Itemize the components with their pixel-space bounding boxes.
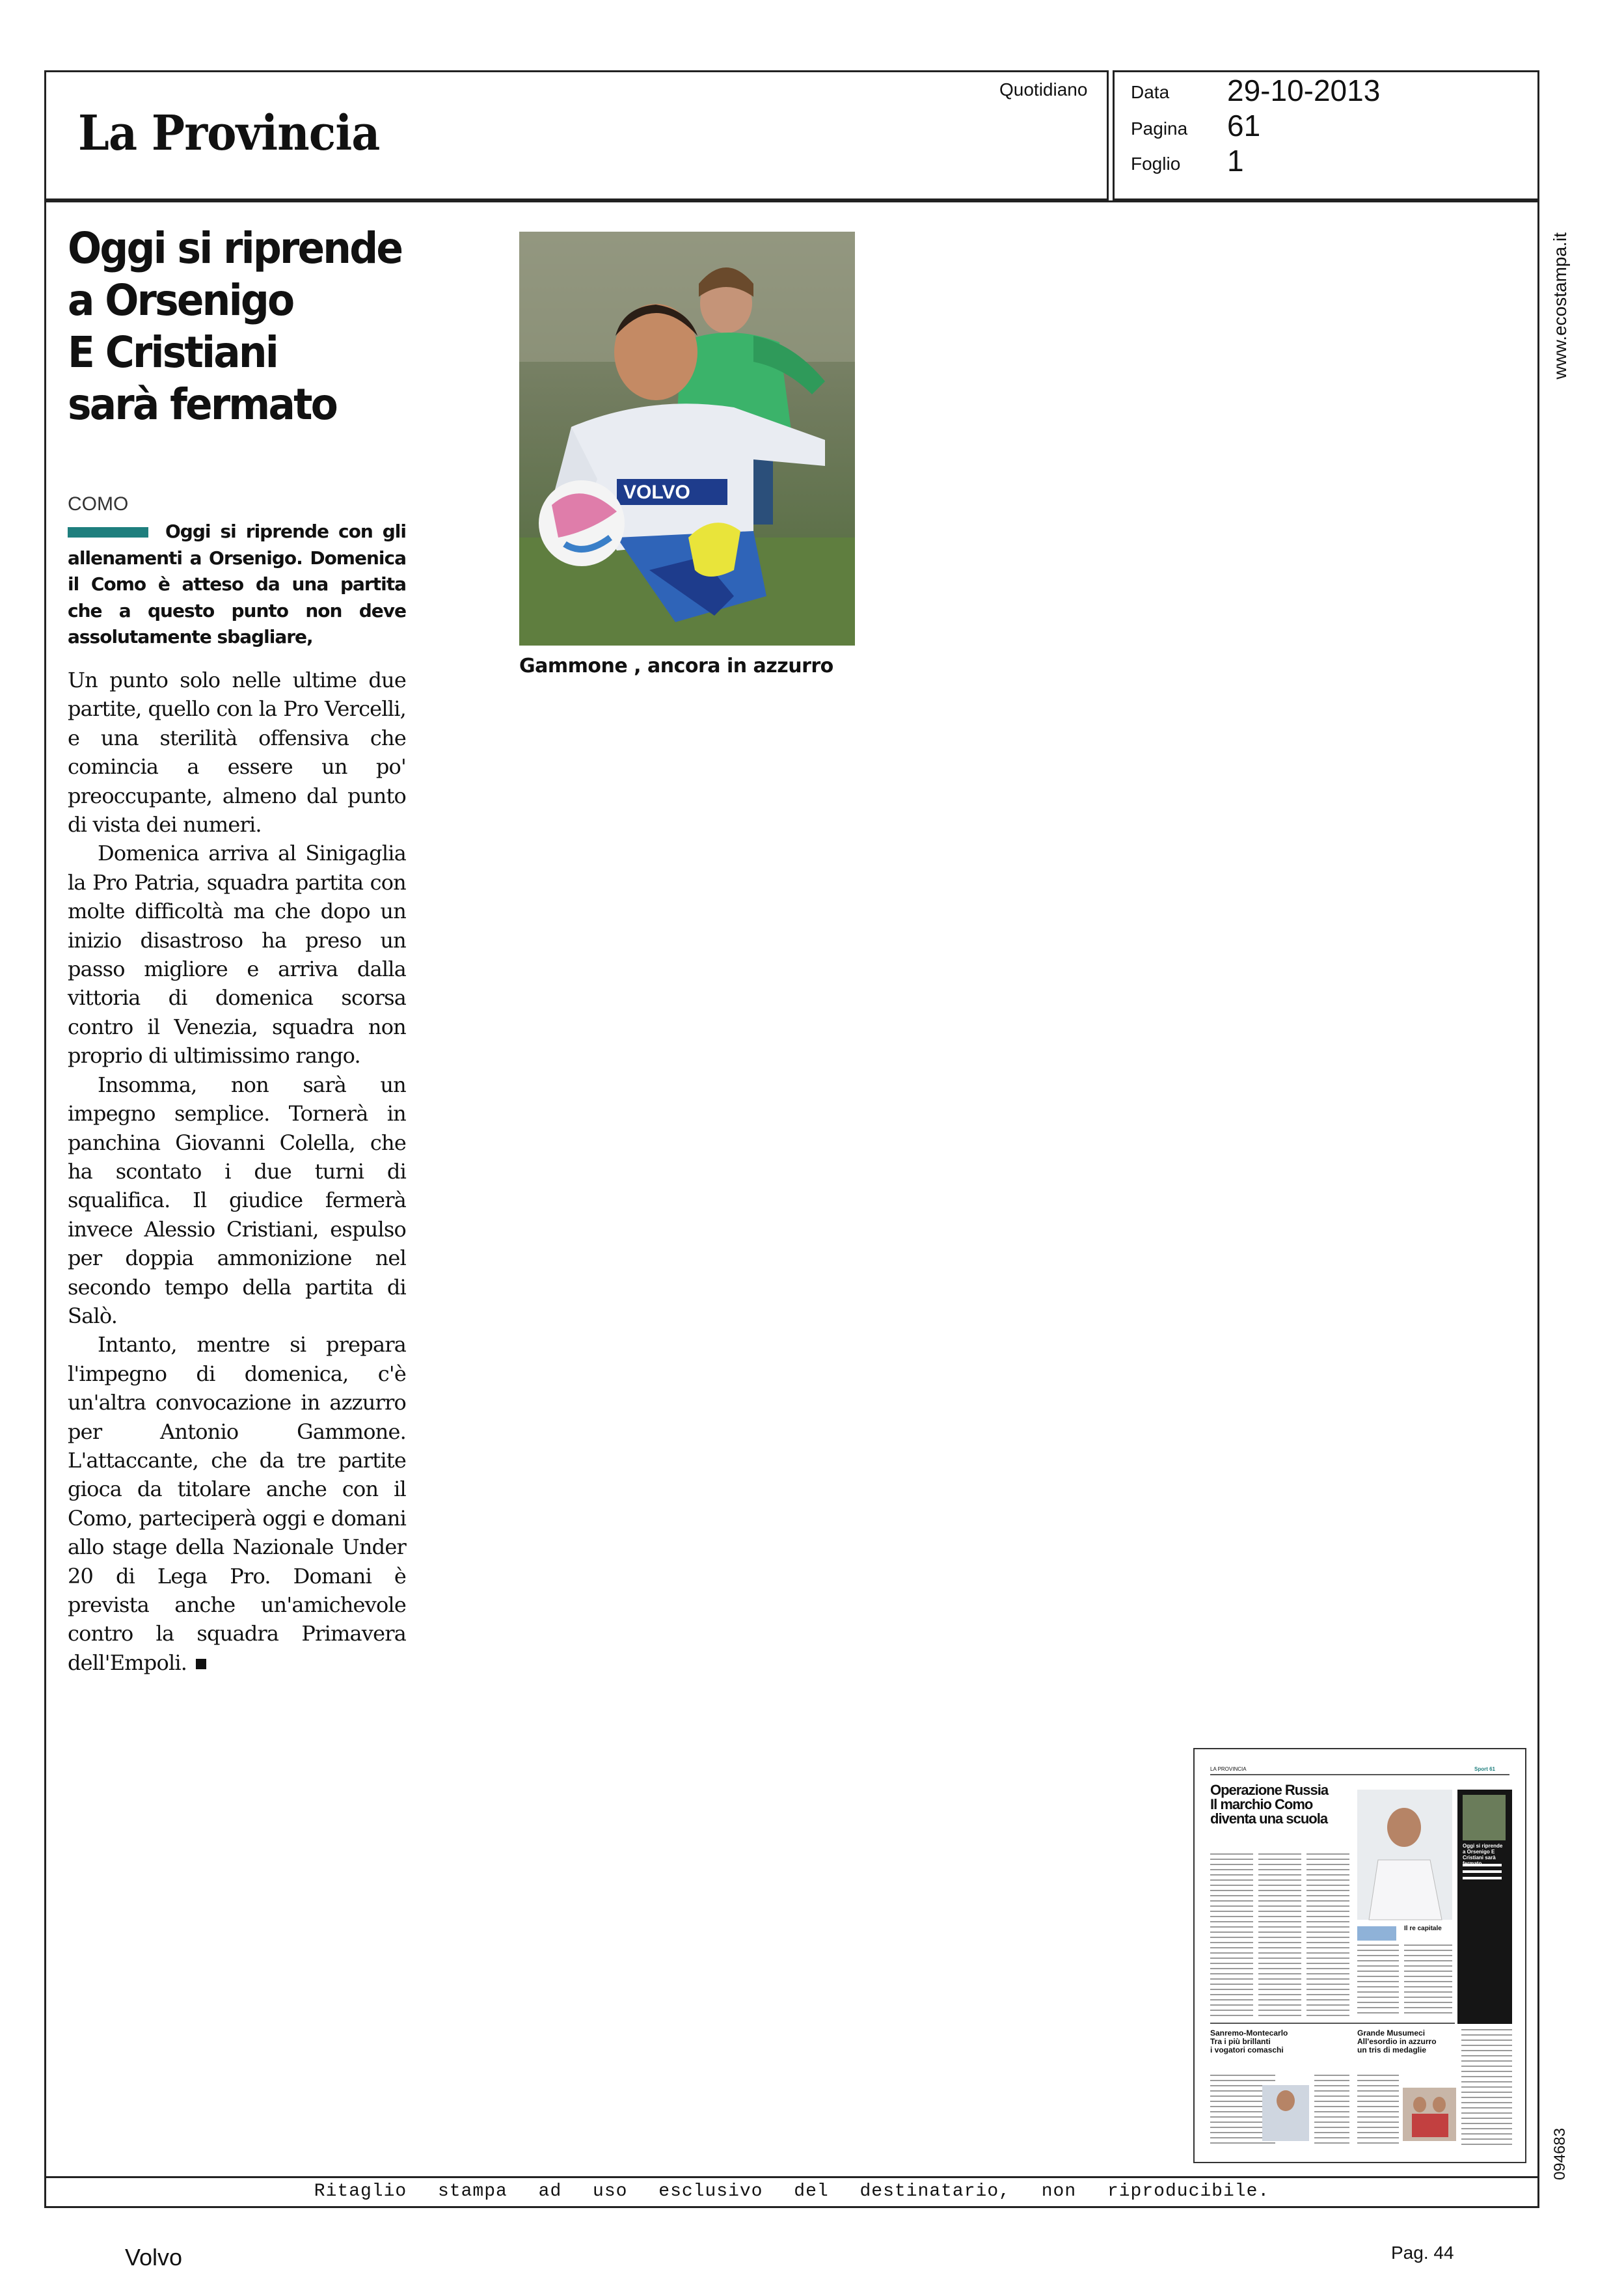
headline-line: a Orsenigo — [68, 275, 293, 325]
thumb-mid-title: Il re capitale — [1404, 1925, 1442, 1932]
thumb-bottom-right-line: Grande Musumeci — [1357, 2028, 1426, 2038]
body-paragraph-text: Intanto, mentre si prepara l'impegno di domenica, c'è un'altra convocazione in azzurro per Antonio Gammone. L'attaccante, che da tre partite gioca da titolare anche con il Como, parteciperà oggi e domani allo stage della Nazionale Under 20 di Lega Pro. Domani è prevista anche un'amichevole contro la squadra Primavera dell'Empoli. — [68, 1332, 406, 1675]
sheet-value: 1 — [1227, 144, 1244, 178]
page-label: Pagina — [1131, 118, 1188, 139]
publication-type: Quotidiano — [999, 79, 1088, 100]
thumb-header-left: LA PROVINCIA — [1210, 1766, 1247, 1772]
page-value: 61 — [1227, 109, 1261, 143]
thumb-bottom-left-line: Tra i più brillanti — [1210, 2037, 1271, 2046]
thumb-bottom-right-headline — [1357, 2029, 1437, 2054]
thumb-layout-illustration — [1195, 1749, 1525, 2162]
thumb-bottom-right-line: All'esordio in azzurro — [1357, 2037, 1437, 2046]
thumb-headline-line: Operazione Russia — [1210, 1782, 1329, 1798]
photo-caption: Gammone , ancora in azzurro — [519, 655, 833, 677]
article-lead: Oggi si riprende con gli allenamenti a Orsenigo. Domenica il Como è atteso da una partita che a questo punto non deve assolutamente sbagliare, — [68, 521, 406, 648]
thumb-bottom-right-line: un tris di medaglie — [1357, 2045, 1427, 2054]
article-body — [68, 666, 406, 1677]
body-paragraph — [68, 1330, 406, 1677]
headline-line: Oggi si riprende — [68, 223, 402, 273]
date-value: 29-10-2013 — [1227, 74, 1381, 107]
thumb-header-right: Sport 61 — [1474, 1766, 1496, 1772]
thumb-bottom-left-line: Sanremo-Montecarlo — [1210, 2028, 1288, 2038]
footer-page-number: Pag. 44 — [1391, 2243, 1454, 2263]
date-label: Data — [1131, 82, 1170, 102]
article-photo — [519, 232, 855, 646]
source-website — [1541, 221, 1580, 390]
thumb-headline-line: diventa una scuola — [1210, 1810, 1328, 1827]
source-website-text: www.ecostampa.it — [1550, 232, 1570, 379]
body-paragraph: Domenica arriva al Sinigaglia la Pro Patria, squadra partita con molte difficoltà ma che dopo un inizio disastroso ha preso un passo migliore e arriva dalla vittoria di domenica scorsa contro il Venezia, squadra non proprio di ultimissimo rango. — [68, 841, 406, 1069]
footer-client: Volvo — [125, 2244, 183, 2271]
reproduction-notice: Ritaglio stampa ad uso esclusivo del destinatario, non riproducibile. — [314, 2181, 1270, 2202]
headline-line: sarà fermato — [68, 379, 337, 430]
clipping-code — [1541, 2102, 1580, 2206]
thumb-headline-line: Il marchio Como — [1210, 1796, 1313, 1812]
page-thumbnail — [1193, 1748, 1526, 2163]
thumb-mini-article: Oggi si riprende a Orsenigo E Cristiani sarà fermato — [1463, 1843, 1503, 1866]
thumb-bottom-left-line: i vogatori comaschi — [1210, 2045, 1284, 2054]
body-paragraph: Un punto solo nelle ultime due partite, quello con la Pro Vercelli, e una sterilità offensiva che comincia a essere un po' preoccupante, almeno dal punto di vista dei numeri. — [68, 668, 406, 838]
svg-text:VOLVO: VOLVO — [623, 482, 690, 503]
thumb-bottom-left-headline — [1210, 2029, 1288, 2054]
end-mark-icon — [196, 1659, 206, 1669]
clipping-code-text: 094683 — [1551, 2127, 1569, 2181]
section-tag: COMO — [68, 493, 129, 515]
headline-line: E Cristiani — [68, 327, 278, 377]
newspaper-logo: La Provincia — [78, 105, 380, 161]
sheet-label: Foglio — [1131, 154, 1181, 174]
body-paragraph: Insomma, non sarà un impegno semplice. Tornerà in panchina Giovanni Colella, che ha scontato i due turni di squalifica. Il giudice fermerà invece Alessio Cristiani, espulso per doppia ammonizione nel secondo tempo della partita di Salò. — [68, 1072, 406, 1328]
article-headline — [68, 223, 407, 431]
notice-rule — [44, 2176, 1539, 2178]
player-photo-illustration — [519, 232, 855, 646]
